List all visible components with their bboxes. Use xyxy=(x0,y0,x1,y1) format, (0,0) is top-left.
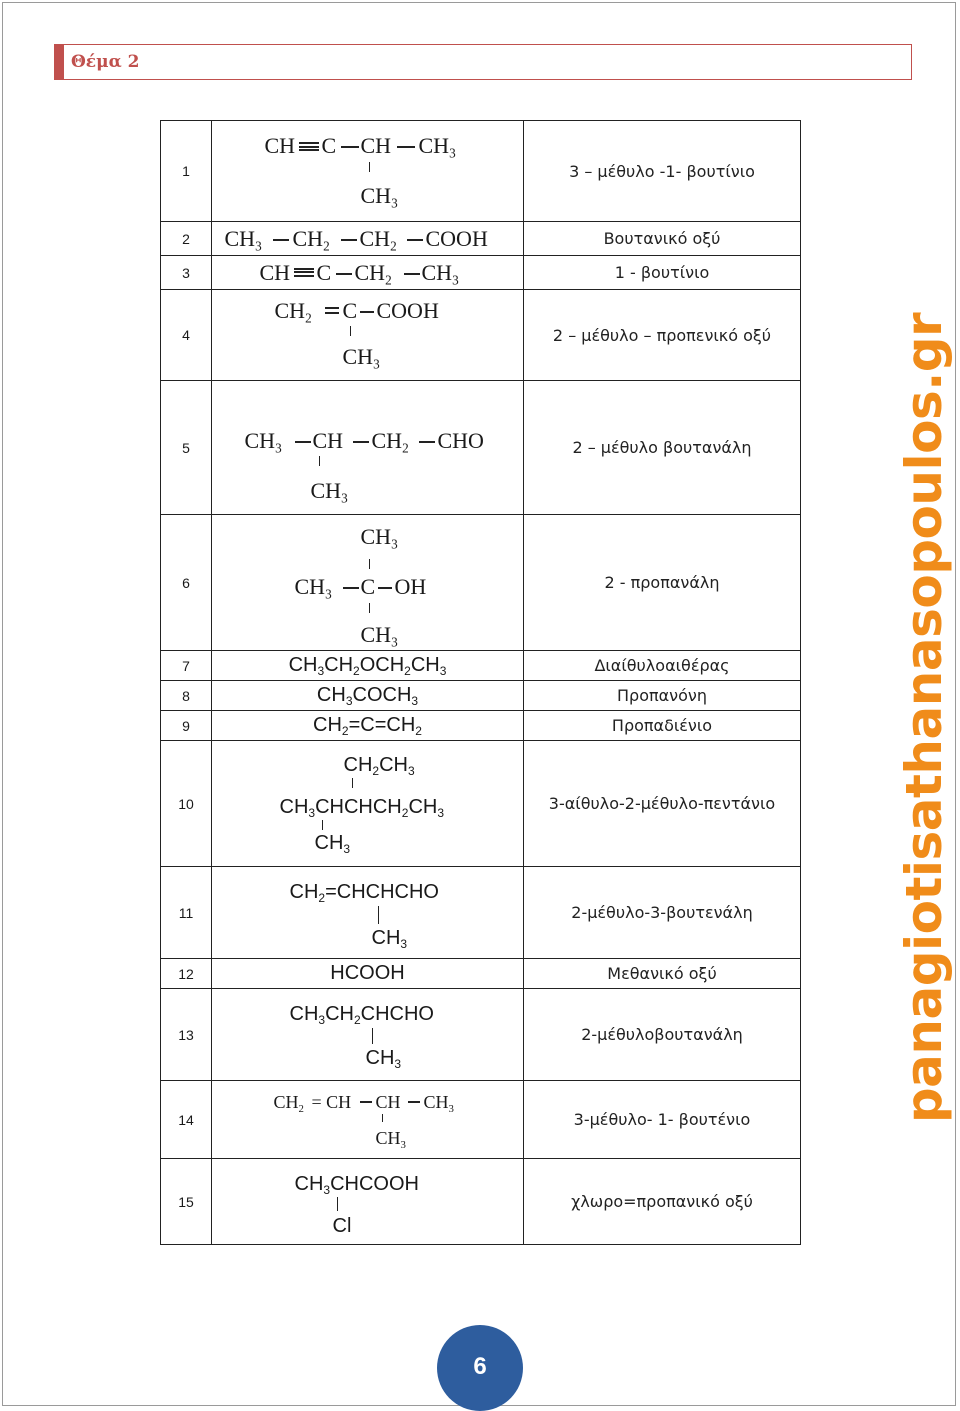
site-watermark xyxy=(895,312,953,1124)
vertical-bond xyxy=(337,1197,338,1211)
formula-text: CH xyxy=(312,427,344,453)
structural-formula xyxy=(212,222,524,256)
vertical-bond xyxy=(319,456,320,466)
structural-formula xyxy=(212,959,524,989)
header-accent-bar xyxy=(55,45,64,79)
single-bond xyxy=(341,146,359,148)
vertical-bond xyxy=(369,603,370,613)
row-number: 4 xyxy=(161,290,212,381)
formula-text: $CH_2$ xyxy=(354,259,392,288)
single-bond xyxy=(419,441,435,443)
formula-text: = CH xyxy=(311,1091,352,1112)
formula-text: $CH_3$ xyxy=(375,1127,406,1151)
row-number: 9 xyxy=(161,711,212,741)
structural-formula xyxy=(212,1081,524,1159)
row-number: 7 xyxy=(161,651,212,681)
formula-text: $CH_2$ xyxy=(371,427,409,456)
single-bond xyxy=(273,239,289,241)
compound-name: 2 - προπανάλη xyxy=(524,515,801,651)
compound-name: 2-μέθυλοβουτανάλη xyxy=(524,989,801,1081)
triple-bond xyxy=(299,142,319,151)
formula-text: CHO xyxy=(437,427,484,453)
compound-name: χλωρο=προπανικό οξύ xyxy=(524,1159,801,1245)
single-bond xyxy=(378,587,392,589)
row-number: 1 xyxy=(161,121,212,222)
formula-text: $CH_3$ xyxy=(360,621,398,650)
double-bond xyxy=(325,307,339,314)
formula-text: $CH_3$ xyxy=(371,926,408,951)
formula-text: $CH_2$ xyxy=(273,1091,304,1115)
structural-formula xyxy=(212,1159,524,1245)
section-title: Θέμα 2 xyxy=(71,52,140,72)
table-row xyxy=(161,121,801,222)
single-bond xyxy=(408,1101,420,1103)
compound-name: 3 – μέθυλο -1- βουτίνιο xyxy=(524,121,801,222)
structural-formula xyxy=(212,989,524,1081)
formula-text: $CH_3$ xyxy=(294,573,332,602)
structural-formula xyxy=(212,867,524,959)
table-row xyxy=(161,222,801,256)
formula-text: Cl xyxy=(332,1214,352,1237)
row-number: 3 xyxy=(161,256,212,290)
table-row xyxy=(161,741,801,867)
row-number: 14 xyxy=(161,1081,212,1159)
vertical-bond xyxy=(372,1028,373,1044)
structural-formula xyxy=(212,651,524,681)
row-number: 12 xyxy=(161,959,212,989)
structural-formula xyxy=(212,121,524,222)
table-row xyxy=(161,867,801,959)
formula-text: $CH_2CH_3$ xyxy=(343,753,415,778)
single-bond xyxy=(360,311,374,313)
formula-text: CH xyxy=(360,133,392,158)
watermark-text: panagiotisathanasopoulos.gr xyxy=(895,312,953,1124)
vertical-bond xyxy=(369,559,370,569)
table-row xyxy=(161,989,801,1081)
compound-name: Προπανόνη xyxy=(524,681,801,711)
formula-text: HCOOH xyxy=(330,962,405,984)
single-bond xyxy=(341,239,357,241)
formula-text: $CH_3CH_2OCH_2CH_3$ xyxy=(288,654,447,679)
table-row xyxy=(161,959,801,989)
formula-text: $CH_2=CHCHCHO$ xyxy=(289,880,439,905)
formula-text: $CH_3$ xyxy=(418,133,456,161)
row-number: 11 xyxy=(161,867,212,959)
single-bond xyxy=(404,273,420,275)
formula-text: $CH_3$ xyxy=(360,523,398,552)
page-number: 6 xyxy=(473,1353,487,1380)
single-bond xyxy=(336,273,352,275)
single-bond xyxy=(407,239,423,241)
compound-name: 2-μέθυλο-3-βουτενάλη xyxy=(524,867,801,959)
vertical-bond xyxy=(350,326,351,336)
formula-text: $CH_3CHCOOH$ xyxy=(294,1172,419,1197)
row-number: 8 xyxy=(161,681,212,711)
table-row xyxy=(161,381,801,515)
table-row xyxy=(161,651,801,681)
formula-text: $CH_3CHCHCH_2CH_3$ xyxy=(279,795,445,820)
formula-text: COOH xyxy=(376,298,439,323)
formula-text: COOH xyxy=(425,225,488,251)
table-row xyxy=(161,681,801,711)
structural-formula xyxy=(212,515,524,651)
table-row xyxy=(161,290,801,381)
formula-text: $CH_2$ xyxy=(274,298,312,326)
formula-text: $CH_2$ xyxy=(359,225,397,254)
compound-name: 1 - βουτίνιο xyxy=(524,256,801,290)
page-number-badge xyxy=(437,1325,523,1411)
triple-bond xyxy=(294,268,314,277)
single-bond xyxy=(360,1101,372,1103)
compound-name: Προπαδιένιο xyxy=(524,711,801,741)
table-row xyxy=(161,515,801,651)
row-number: 5 xyxy=(161,381,212,515)
vertical-bond xyxy=(378,906,379,924)
compound-name: 2 – μέθυλο βουτανάλη xyxy=(524,381,801,515)
structural-formula xyxy=(212,741,524,867)
vertical-bond xyxy=(369,162,370,172)
formula-text: $CH_2$ xyxy=(292,225,330,254)
section-header xyxy=(54,44,912,80)
row-number: 2 xyxy=(161,222,212,256)
formula-text: $CH_3$ xyxy=(314,831,351,856)
formula-text: $CH_3$ xyxy=(224,225,262,254)
formula-text: C xyxy=(316,259,332,285)
structural-formula xyxy=(212,711,524,741)
formula-text: $CH_3$ xyxy=(342,344,380,372)
single-bond xyxy=(353,441,369,443)
formula-text: C xyxy=(360,573,376,599)
table-row xyxy=(161,1081,801,1159)
table-row xyxy=(161,256,801,290)
row-number: 15 xyxy=(161,1159,212,1245)
formula-text: $CH_2=C=CH_2$ xyxy=(313,714,422,739)
row-number: 6 xyxy=(161,515,212,651)
structural-formula xyxy=(212,290,524,381)
compound-name: 3-μέθυλο- 1- βουτένιο xyxy=(524,1081,801,1159)
compound-name: 2 – μέθυλο – προπενικό οξύ xyxy=(524,290,801,381)
formula-text: CH xyxy=(259,259,291,285)
compound-name: Μεθανικό οξύ xyxy=(524,959,801,989)
structural-formula xyxy=(212,681,524,711)
compound-name: 3-αίθυλο-2-μέθυλο-πεντάνιο xyxy=(524,741,801,867)
formula-text: $CH_3$ xyxy=(360,183,398,211)
table-row xyxy=(161,711,801,741)
row-number: 10 xyxy=(161,741,212,867)
formula-text: $CH_3$ xyxy=(423,1091,454,1115)
vertical-bond xyxy=(382,1114,383,1122)
row-number: 13 xyxy=(161,989,212,1081)
vertical-bond xyxy=(322,820,323,830)
compound-name: Διαίθυλοαιθέρας xyxy=(524,651,801,681)
formula-text: $CH_3$ xyxy=(244,427,282,456)
table-row xyxy=(161,1159,801,1245)
compound-name: Βουτανικό οξύ xyxy=(524,222,801,256)
formula-text: $CH_3$ xyxy=(310,477,348,506)
structural-formula xyxy=(212,256,524,290)
formula-text: $CH_3COCH_3$ xyxy=(316,684,419,709)
single-bond xyxy=(295,441,311,443)
formula-text: CH xyxy=(375,1091,401,1112)
formula-text: OH xyxy=(394,573,427,599)
single-bond xyxy=(397,146,415,148)
formula-text: $CH_3$ xyxy=(421,259,459,288)
formula-text: C xyxy=(321,133,337,158)
formula-text: C xyxy=(342,298,358,323)
formula-text: $CH_3$ xyxy=(365,1046,402,1071)
structural-formula xyxy=(212,381,524,515)
formula-text: $CH_3CH_2CHCHO$ xyxy=(289,1002,434,1027)
formula-text: CH xyxy=(264,133,296,158)
vertical-bond xyxy=(352,778,353,788)
compounds-table xyxy=(160,120,801,1245)
single-bond xyxy=(343,587,359,589)
